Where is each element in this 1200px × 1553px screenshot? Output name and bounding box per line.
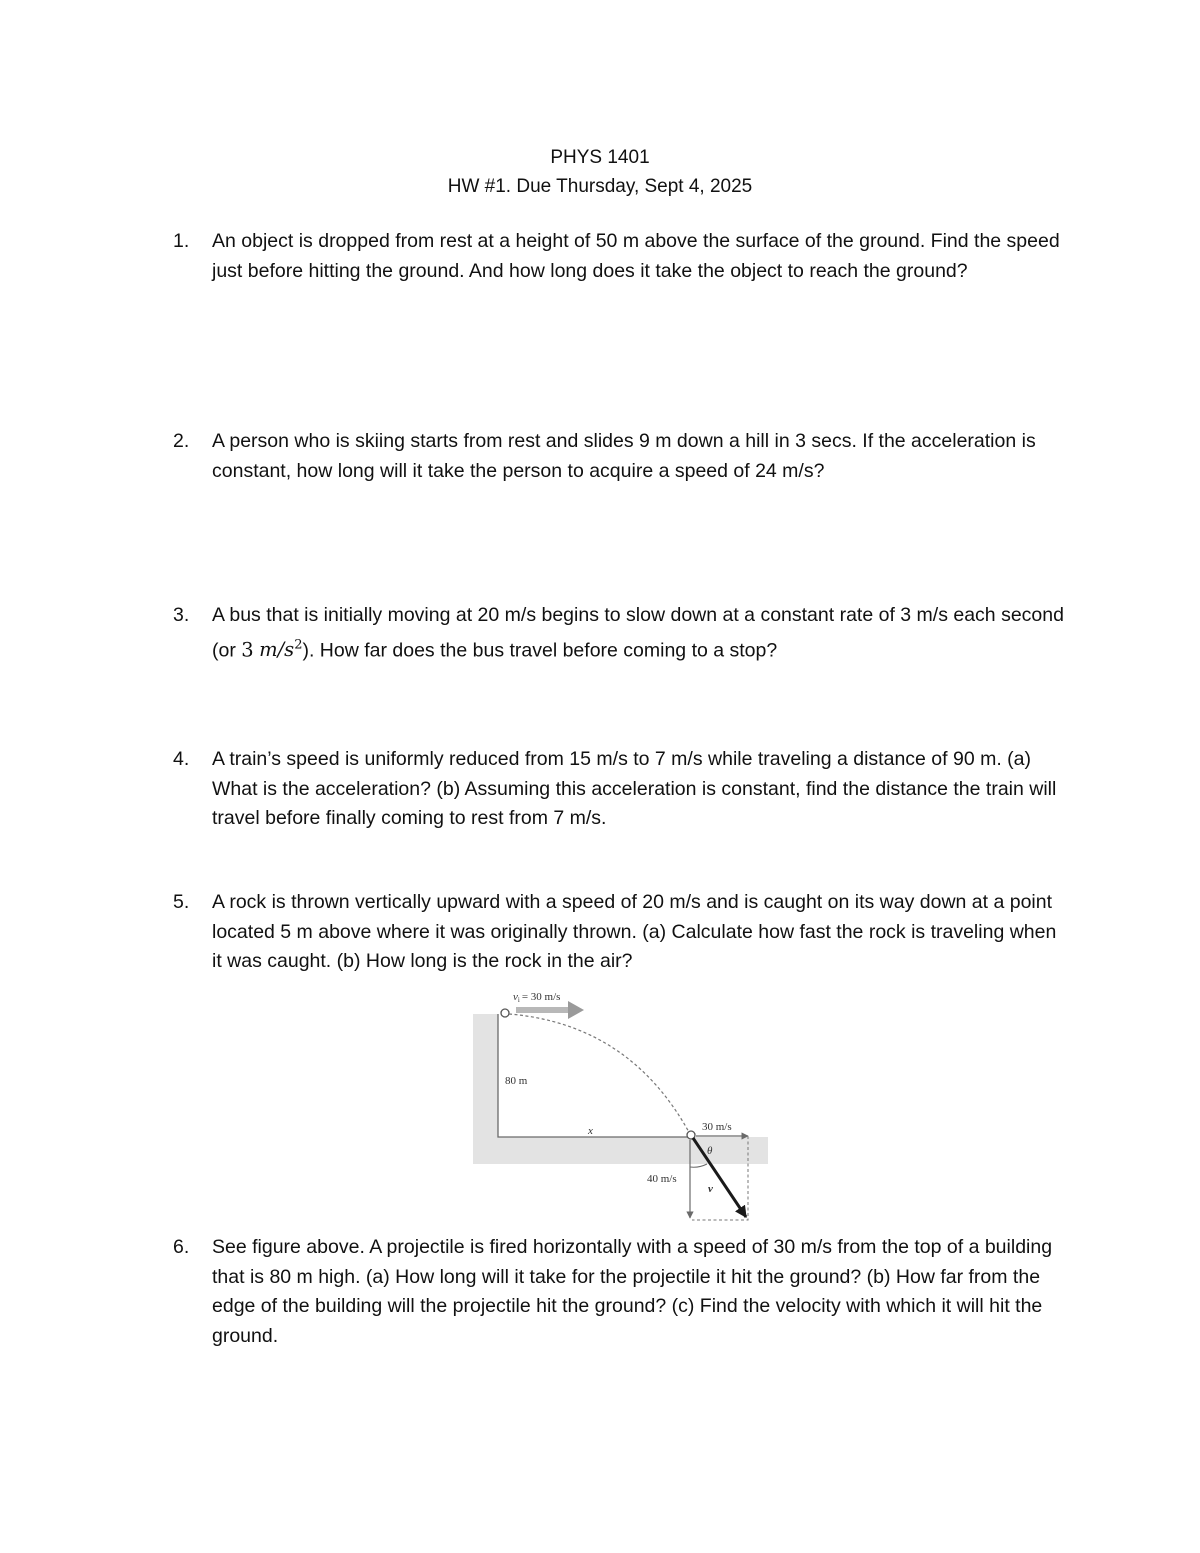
question-text [212,601,1067,666]
final-velocity-label: v [708,1183,713,1195]
angle-label: θ [707,1145,713,1157]
question-text: A person who is skiing starts from rest and slides 9 m down a hill in 3 secs. If the acceleration is constant, how long will it take the person to acquire a speed of 24 m/s? [212,430,1036,482]
course-title: PHYS 1401 [550,147,650,168]
page-header [0,143,1200,201]
question-number: 2. [173,430,190,452]
initial-velocity-label: vi = 30 m/s [513,991,561,1004]
trajectory-path [509,1014,690,1134]
building-and-ground [473,1014,768,1164]
math-unit-base: m/s [259,638,295,661]
horizontal-distance-label: x [588,1125,593,1137]
math-value: 3 [241,638,254,661]
projectile-diagram [470,986,770,1226]
question-4 [173,745,1073,834]
question-number: 5. [173,891,190,913]
height-label: 80 m [505,1075,528,1087]
question-2 [173,427,1073,486]
math-unit [259,638,302,661]
horizontal-velocity-label: 30 m/s [702,1121,732,1133]
question-text-after-math: ). How far does the bus travel before coming to a stop? [302,639,778,661]
math-exponent: 2 [294,637,303,653]
question-number: 1. [173,230,190,252]
question-1 [173,227,1073,286]
angle-arc [690,1164,707,1167]
projectile-start [501,1009,509,1017]
question-text: A rock is thrown vertically upward with a speed of 20 m/s and is caught on its way down at a point located 5 m above where it was originally thrown. (a) Calculate how fast the rock is traveling when it was caught. (b) How long is the rock in the air? [212,891,1057,972]
question-text: An object is dropped from rest at a height of 50 m above the surface of the ground. Find the speed just before hitting the ground. And how long does it take the object to reach the ground? [212,230,1060,282]
question-number: 6. [173,1236,190,1258]
question-text-before-math: A bus that is initially moving at 20 m/s begins to slow down at a constant rate of 3 m/s each second (or [212,604,1064,661]
projectile-figure [470,986,770,1226]
question-number: 3. [173,604,190,626]
question-number: 4. [173,748,190,770]
question-6 [173,1233,1073,1351]
question-3 [173,601,1073,666]
vertical-velocity-label: 40 m/s [647,1173,677,1185]
question-text: See figure above. A projectile is fired horizontally with a speed of 30 m/s from the top of a building that is 80 m high. (a) How long will it take for the projectile it hit the ground? (b) How far from the edge of the building will the projectile hit the ground? (c) Find the velocity with which it will hit the ground. [212,1236,1053,1347]
assignment-title: HW #1. Due Thursday, Sept 4, 2025 [447,176,753,197]
question-text: A train’s speed is uniformly reduced from 15 m/s to 7 m/s while traveling a distance of 90 m. (a) What is the acceleration? (b) Assuming this acceleration is constant, find the distance the train will travel before finally coming to rest from 7 m/s. [212,748,1057,829]
question-5 [173,888,1073,977]
